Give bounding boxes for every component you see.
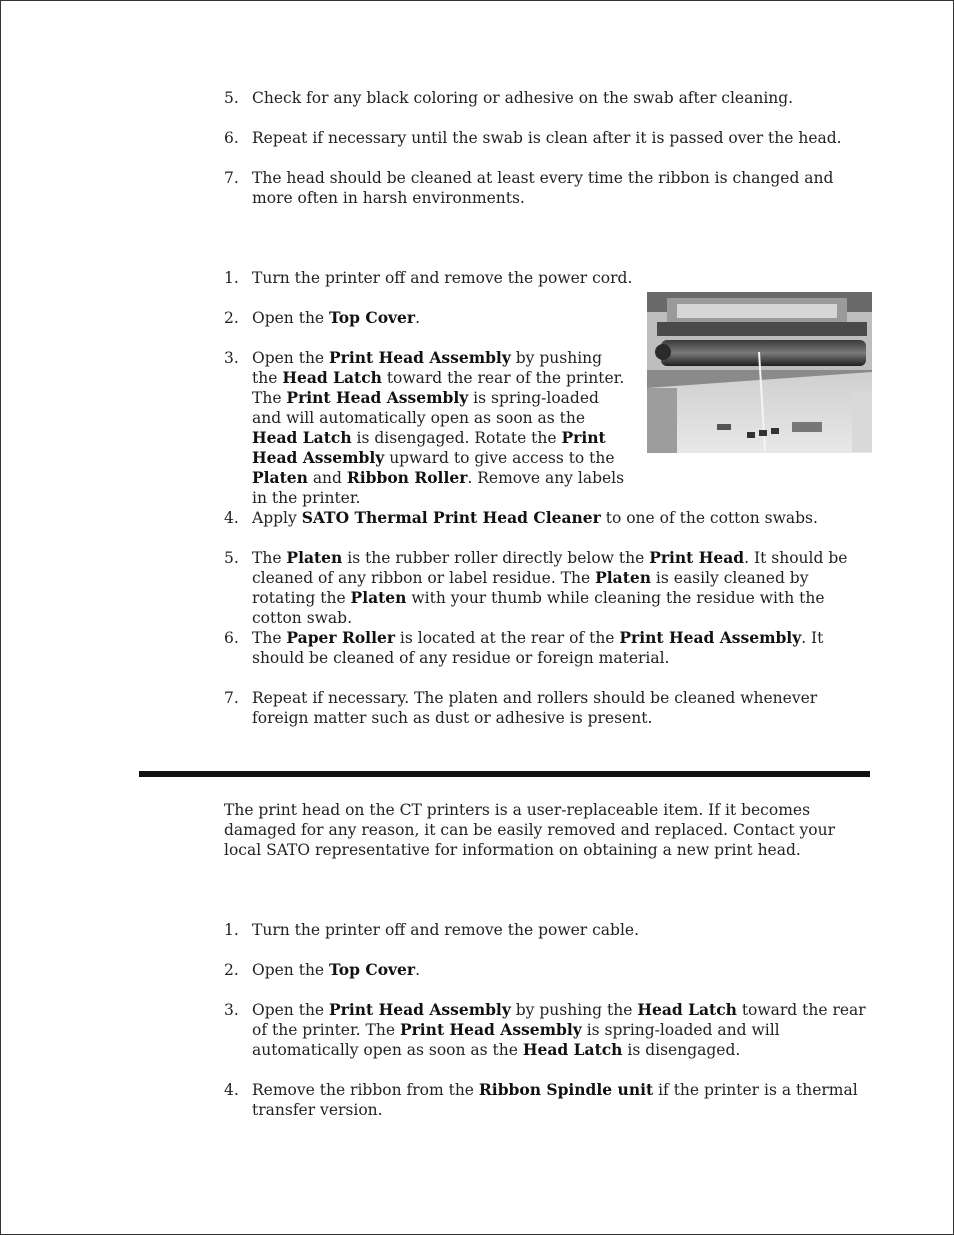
- step-number: 2.: [224, 309, 239, 327]
- text-run: is the rubber roller directly below the: [342, 549, 650, 567]
- text-run: .: [415, 309, 421, 327]
- text-run: . It should be cleaned of any ribbon or label residue. The: [252, 549, 848, 587]
- list-item: [224, 88, 864, 108]
- step-number: 3.: [224, 1001, 239, 1019]
- bold-term: Head Latch: [282, 368, 382, 387]
- list-item: [224, 1080, 864, 1120]
- bold-term: SATO Thermal Print Head Cleaner: [301, 508, 601, 527]
- bold-term: Platen: [595, 568, 651, 587]
- text-run: with your thumb while cleaning the residue with the cotton swab.: [252, 589, 825, 627]
- step-text: [252, 128, 864, 148]
- text-run: is disengaged.: [622, 1041, 741, 1059]
- bold-term: Platen: [350, 588, 407, 607]
- text-run: is easily cleaned by rotating the: [252, 569, 809, 607]
- bold-term: Print Head Assembly: [286, 388, 469, 407]
- step-number: 2.: [224, 961, 239, 979]
- bold-term: Print Head Assembly: [399, 1020, 582, 1039]
- step-number: 5.: [224, 549, 239, 567]
- list-item: [224, 308, 624, 328]
- text-run: Open the: [252, 309, 330, 327]
- bold-term: Print Head Assembly: [619, 628, 802, 647]
- text-run: .: [415, 961, 421, 979]
- step-number: 5.: [224, 89, 239, 107]
- bold-term: Head Latch: [252, 428, 352, 447]
- step-number: 4.: [224, 509, 239, 527]
- text-run: toward the rear of the printer. The: [252, 369, 625, 407]
- text-run: The: [252, 549, 287, 567]
- list-item: [224, 960, 864, 980]
- step-number: 1.: [224, 269, 239, 287]
- list-item: [224, 268, 864, 288]
- step-text: [252, 168, 864, 208]
- text-run: . It should be cleaned of any residue or foreign material.: [252, 629, 824, 667]
- list-item: [224, 920, 864, 940]
- list-item: [224, 168, 864, 208]
- section-divider: [139, 771, 870, 777]
- text-run: Remove the ribbon from the: [252, 1081, 479, 1099]
- text-run: by pushing the: [252, 349, 603, 387]
- bold-term: Platen: [286, 548, 343, 567]
- bold-term: Ribbon Roller: [346, 468, 468, 487]
- printer-photo: [647, 292, 872, 453]
- list-item: [224, 508, 864, 528]
- intro-paragraph: The print head on the CT printers is a user-replaceable item. If it becomes damaged for any reason, it can be easily removed and replaced. Contact your local SATO representative for information on obtaining a new print head.: [224, 801, 835, 859]
- list-item: [224, 628, 870, 668]
- text-run: if the printer is a thermal transfer version.: [252, 1081, 858, 1119]
- step-text: [252, 688, 864, 728]
- step-number: 4.: [224, 1081, 239, 1099]
- text-run: Open the: [252, 961, 330, 979]
- step-text: [252, 960, 864, 980]
- step-text: [252, 308, 624, 328]
- text-run: . Remove any labels in the printer.: [252, 469, 625, 507]
- bold-term: Paper Roller: [286, 628, 395, 647]
- step-number: 6.: [224, 629, 239, 647]
- text-run: is spring-loaded and will automatically open as soon as the: [252, 389, 599, 427]
- bold-term: Top Cover: [329, 960, 416, 979]
- step-text: [252, 1000, 874, 1060]
- list-item: [224, 688, 864, 728]
- step-text: [252, 628, 870, 668]
- step-text: [252, 88, 864, 108]
- step-text: [252, 268, 864, 288]
- text-run: Turn the printer off and remove the power cord.: [252, 269, 633, 287]
- text-run: is located at the rear of the: [395, 629, 620, 647]
- bold-term: Print Head Assembly: [329, 348, 511, 367]
- text-run: Check for any black coloring or adhesive on the swab after cleaning.: [252, 89, 794, 107]
- list-item: [224, 548, 864, 628]
- bold-term: Head Latch: [522, 1040, 623, 1059]
- text-run: is spring-loaded and will automatically open as soon as the: [252, 1021, 780, 1059]
- bold-term: Platen: [252, 468, 308, 487]
- text-run: and: [307, 469, 347, 487]
- step-text: [252, 1080, 864, 1120]
- text-run: upward to give access to the: [384, 449, 615, 467]
- list-item: [224, 348, 632, 508]
- step-number: 7.: [224, 169, 239, 187]
- text-run: Apply: [252, 509, 302, 527]
- text-run: The: [252, 629, 287, 647]
- text-run: Open the: [252, 349, 330, 367]
- step-number: 3.: [224, 349, 239, 367]
- bold-term: Top Cover: [329, 308, 416, 327]
- text-run: toward the rear of the printer. The: [252, 1001, 866, 1039]
- bold-term: Ribbon Spindle unit: [478, 1080, 654, 1099]
- bold-term: Print Head Assembly: [329, 1000, 511, 1019]
- step-number: 6.: [224, 129, 239, 147]
- bold-term: Head Latch: [637, 1000, 737, 1019]
- step-text: [252, 348, 632, 508]
- text-run: is disengaged. Rotate the: [351, 429, 562, 447]
- list-item: [224, 128, 864, 148]
- bold-term: Print Head Assembly: [252, 428, 606, 467]
- step-number: 7.: [224, 689, 239, 707]
- bold-term: Print Head: [649, 548, 745, 567]
- list-item: [224, 1000, 874, 1060]
- step-text: [252, 548, 864, 628]
- step-number: 1.: [224, 921, 239, 939]
- text-run: by pushing the: [510, 1001, 638, 1019]
- text-run: The head should be cleaned at least every time the ribbon is changed and more often in harsh environments.: [252, 169, 834, 207]
- step-text: [252, 508, 864, 528]
- step-text: [252, 920, 864, 940]
- text-run: Turn the printer off and remove the power cable.: [252, 921, 640, 939]
- text-run: Repeat if necessary. The platen and rollers should be cleaned whenever foreign matter such as dust or adhesive is present.: [252, 689, 818, 727]
- text-run: Repeat if necessary until the swab is clean after it is passed over the head.: [252, 129, 842, 147]
- text-run: Open the: [252, 1001, 330, 1019]
- text-run: to one of the cotton swabs.: [600, 509, 818, 527]
